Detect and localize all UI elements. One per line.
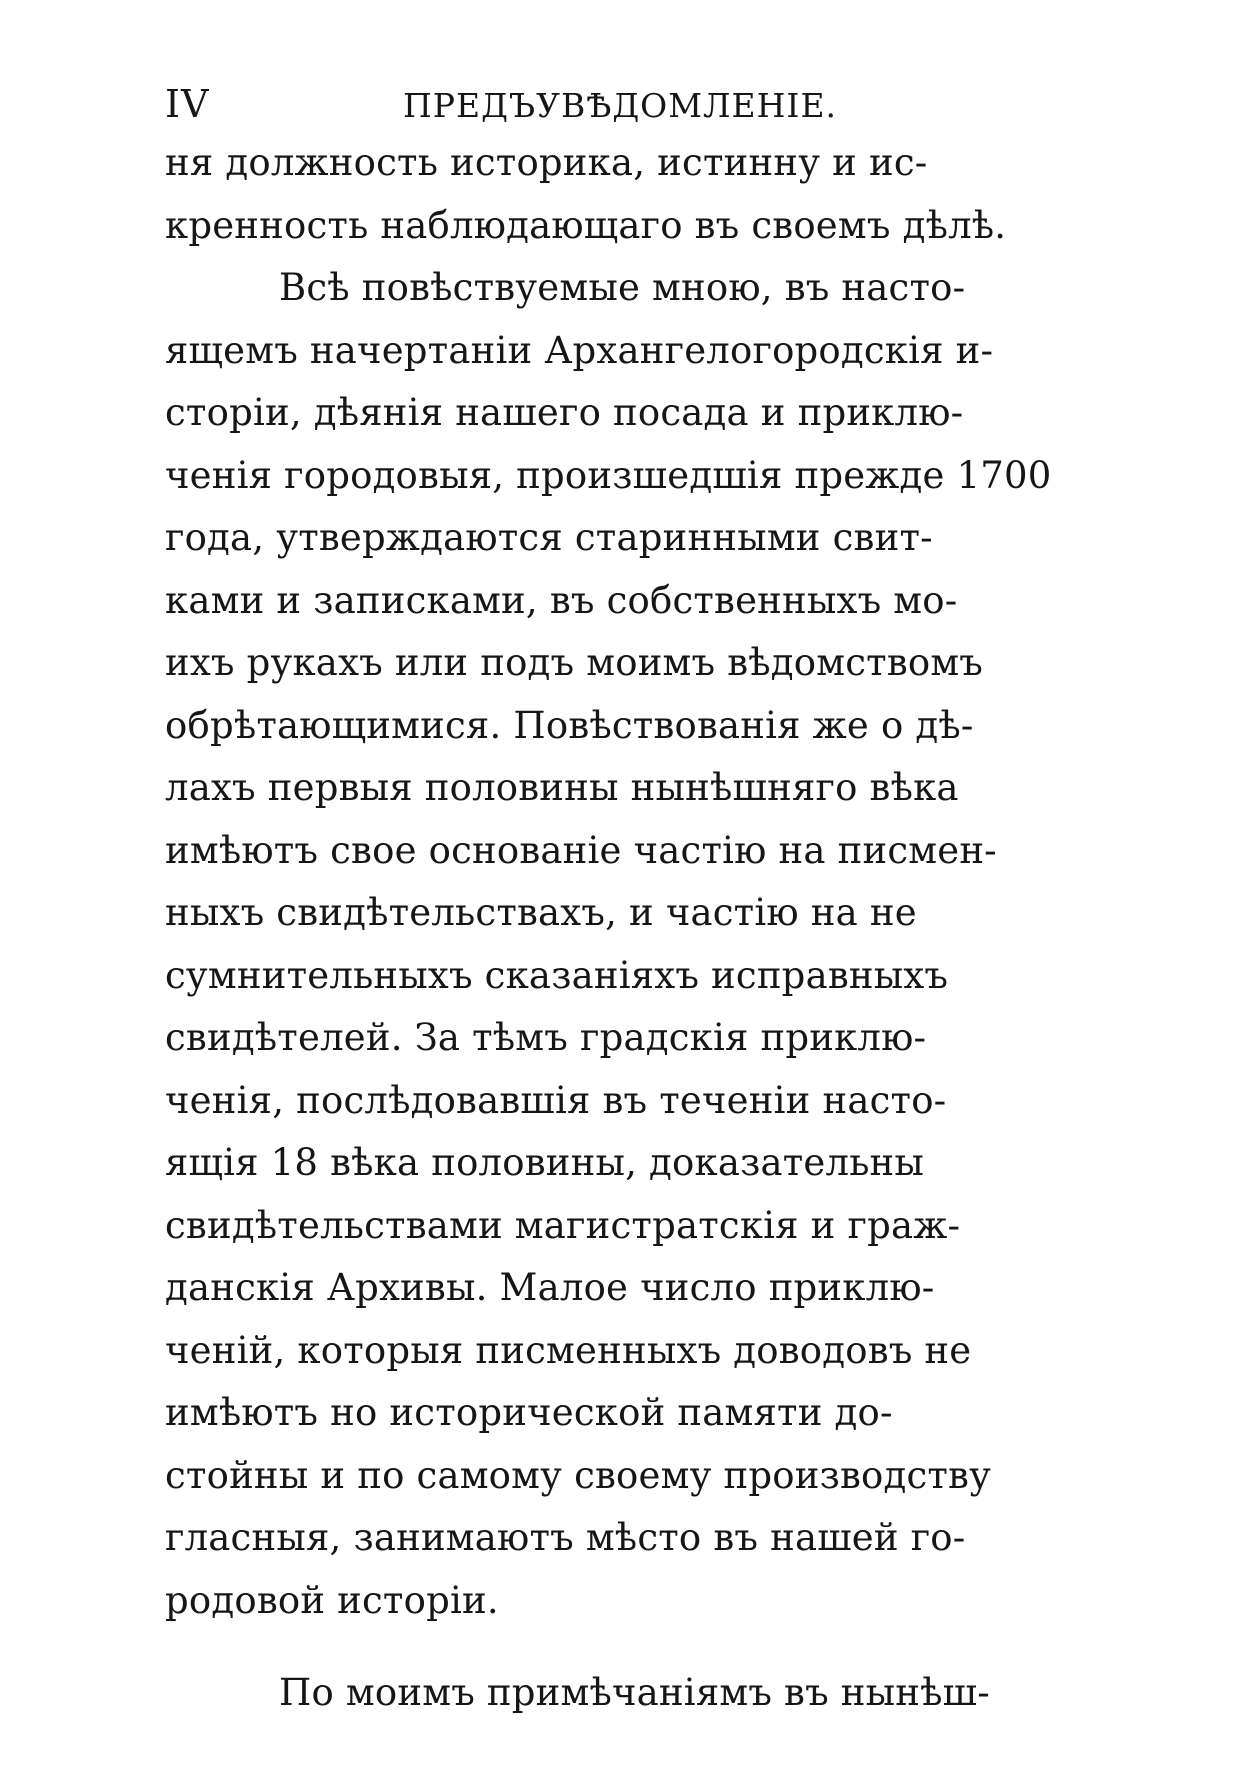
text-line: данскія Архивы. Малое число приклю- — [165, 1266, 935, 1309]
text-line: сторіи, дѣянія нашего посада и приклю- — [165, 391, 964, 434]
text-line: обрѣтающимися. Повѣствованія же о дѣ- — [165, 703, 974, 747]
text-line: гласныя, занимаютъ мѣсто въ нашей го- — [165, 1516, 966, 1559]
text-line: свидѣтельствами магистратскія и граж- — [165, 1203, 961, 1247]
body-text — [165, 132, 1095, 1725]
text-line: ихъ рукахъ или подъ моимъ вѣдомствомъ — [165, 641, 984, 684]
text-line: ныхъ свидѣтельствахъ, и частію на не — [165, 891, 917, 934]
page-header — [165, 82, 1085, 132]
text-line: ченія городовыя, произшедшія прежде 1700 — [165, 453, 1052, 497]
text-line: ками и записками, въ собственныхъ мо- — [165, 578, 958, 622]
text-line: имѣютъ свое основаніе частію на писмен- — [165, 828, 997, 872]
text-line: лахъ первыя половины нынѣшняго вѣка — [165, 766, 959, 809]
paragraph-gap — [165, 1632, 1095, 1662]
paragraph-start-line: По моимъ примѣчаніямъ въ нынѣш- — [279, 1671, 990, 1714]
text-line: ня должность историка, истинну и ис- — [165, 141, 928, 184]
text-line: кренность наблюдающаго въ своемъ дѣлѣ. — [165, 203, 1007, 247]
text-line: родовой исторіи. — [165, 1578, 499, 1622]
text-line: ченія, послѣдовавшія въ теченіи насто- — [165, 1078, 947, 1122]
text-line: ящемъ начертаніи Архангелогородскія и- — [165, 328, 994, 372]
text-line: имѣютъ но исторической памяти до- — [165, 1391, 893, 1434]
text-line: ченій, которыя писменныхъ доводовъ не — [165, 1328, 972, 1372]
paragraph-start-line: Всѣ повѣствуемые мною, въ насто- — [279, 266, 966, 309]
running-head: ПРЕДЪУВѢДОМЛЕНІЕ. — [403, 86, 838, 125]
page-number: IV — [165, 82, 210, 126]
text-line: сумнительныхъ сказаніяхъ исправныхъ — [165, 953, 949, 997]
text-line: ящія 18 вѣка половины, доказательны — [165, 1141, 925, 1184]
text-line: года, утверждаются старинными свит- — [165, 516, 933, 559]
text-line: стойны и по самому своему производству — [165, 1453, 992, 1497]
text-line: свидѣтелей. За тѣмъ градскія приклю- — [165, 1016, 927, 1059]
